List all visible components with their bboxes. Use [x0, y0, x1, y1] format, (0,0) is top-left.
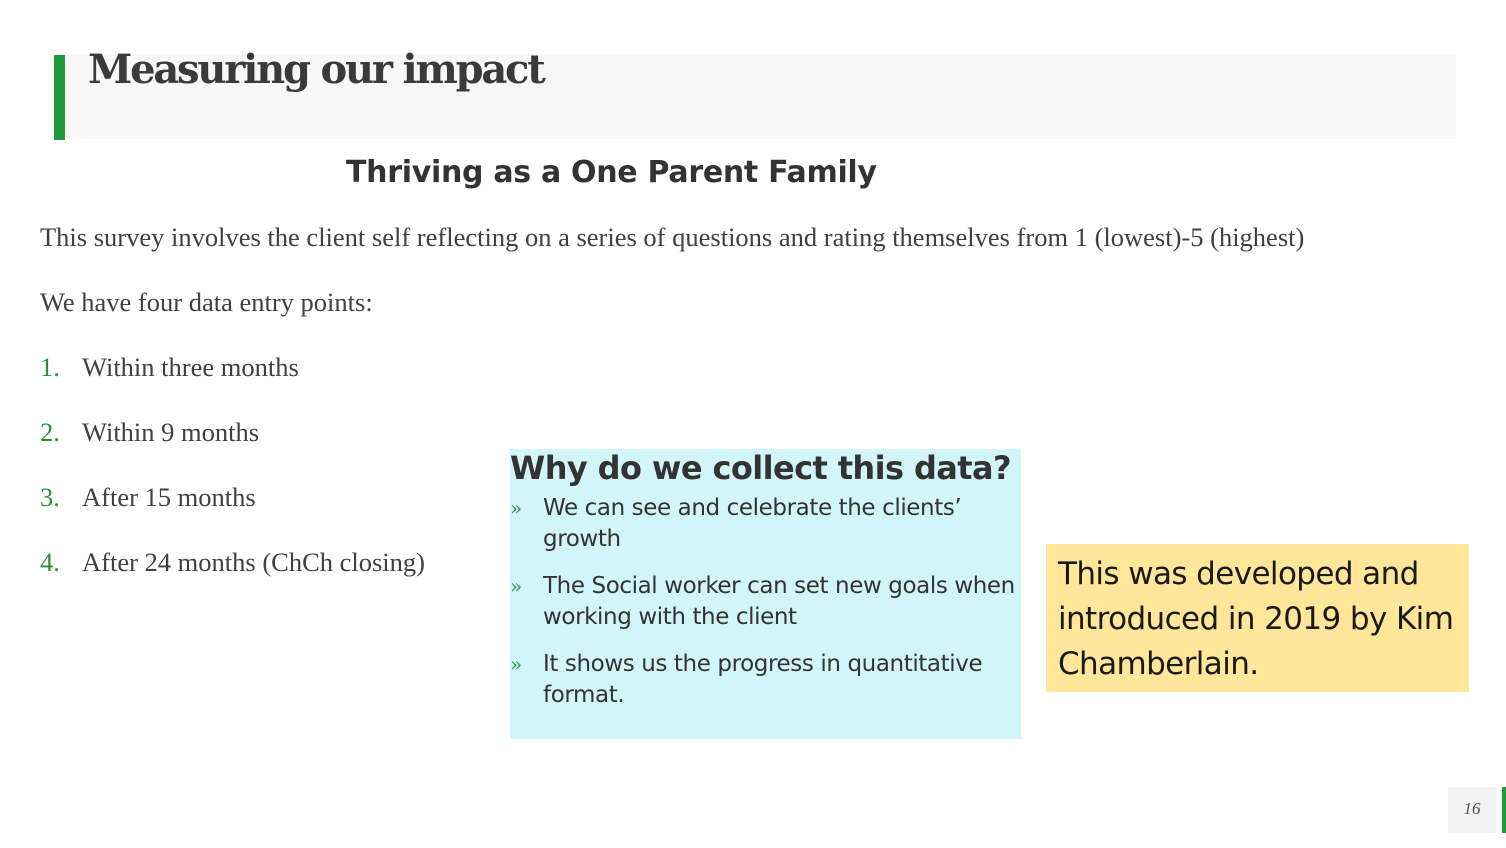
why-collect-list [510, 493, 1015, 727]
developed-note-text: This was developed and introduced in 2019 by Kim Chamberlain. [1058, 556, 1454, 682]
page-number-box [1448, 787, 1496, 833]
list-item [510, 649, 1015, 711]
entry-points-list [40, 352, 425, 612]
list-item [40, 482, 425, 547]
slide-subtitle: Thriving as a One Parent Family [346, 155, 877, 190]
list-item-text: The Social worker can set new goals when working with the client [543, 573, 1015, 630]
why-collect-box [510, 449, 1021, 739]
list-item [40, 417, 425, 482]
list-number: 1. [40, 352, 60, 382]
bullet-icon: » [510, 574, 522, 598]
entry-points-lead: We have four data entry points: [40, 287, 373, 317]
list-item-text: After 24 months (ChCh closing) [82, 547, 425, 577]
list-item-text: We can see and celebrate the clients’ growth [543, 495, 962, 552]
title-accent-bar [54, 55, 65, 140]
list-number: 2. [40, 417, 60, 447]
slide-title: Measuring our impact [88, 46, 544, 93]
developed-note-box [1046, 544, 1469, 692]
list-item-text: Within three months [82, 352, 299, 382]
list-item [40, 352, 425, 417]
bullet-icon: » [510, 652, 522, 676]
list-item [510, 493, 1015, 555]
list-item [40, 547, 425, 612]
intro-paragraph: This survey involves the client self reflecting on a series of questions and rating themselves from 1 (lowest)-5 (highest) [40, 222, 1305, 252]
list-item-text: After 15 months [82, 482, 256, 512]
why-collect-heading: Why do we collect this data? [510, 449, 1011, 487]
list-item [510, 571, 1015, 633]
page-number: 16 [1463, 799, 1481, 818]
bullet-icon: » [510, 496, 522, 520]
list-item-text: It shows us the progress in quantitative format. [543, 651, 983, 708]
list-item-text: Within 9 months [82, 417, 260, 447]
page-number-accent-bar [1502, 787, 1506, 833]
list-number: 4. [40, 547, 60, 577]
list-number: 3. [40, 482, 60, 512]
